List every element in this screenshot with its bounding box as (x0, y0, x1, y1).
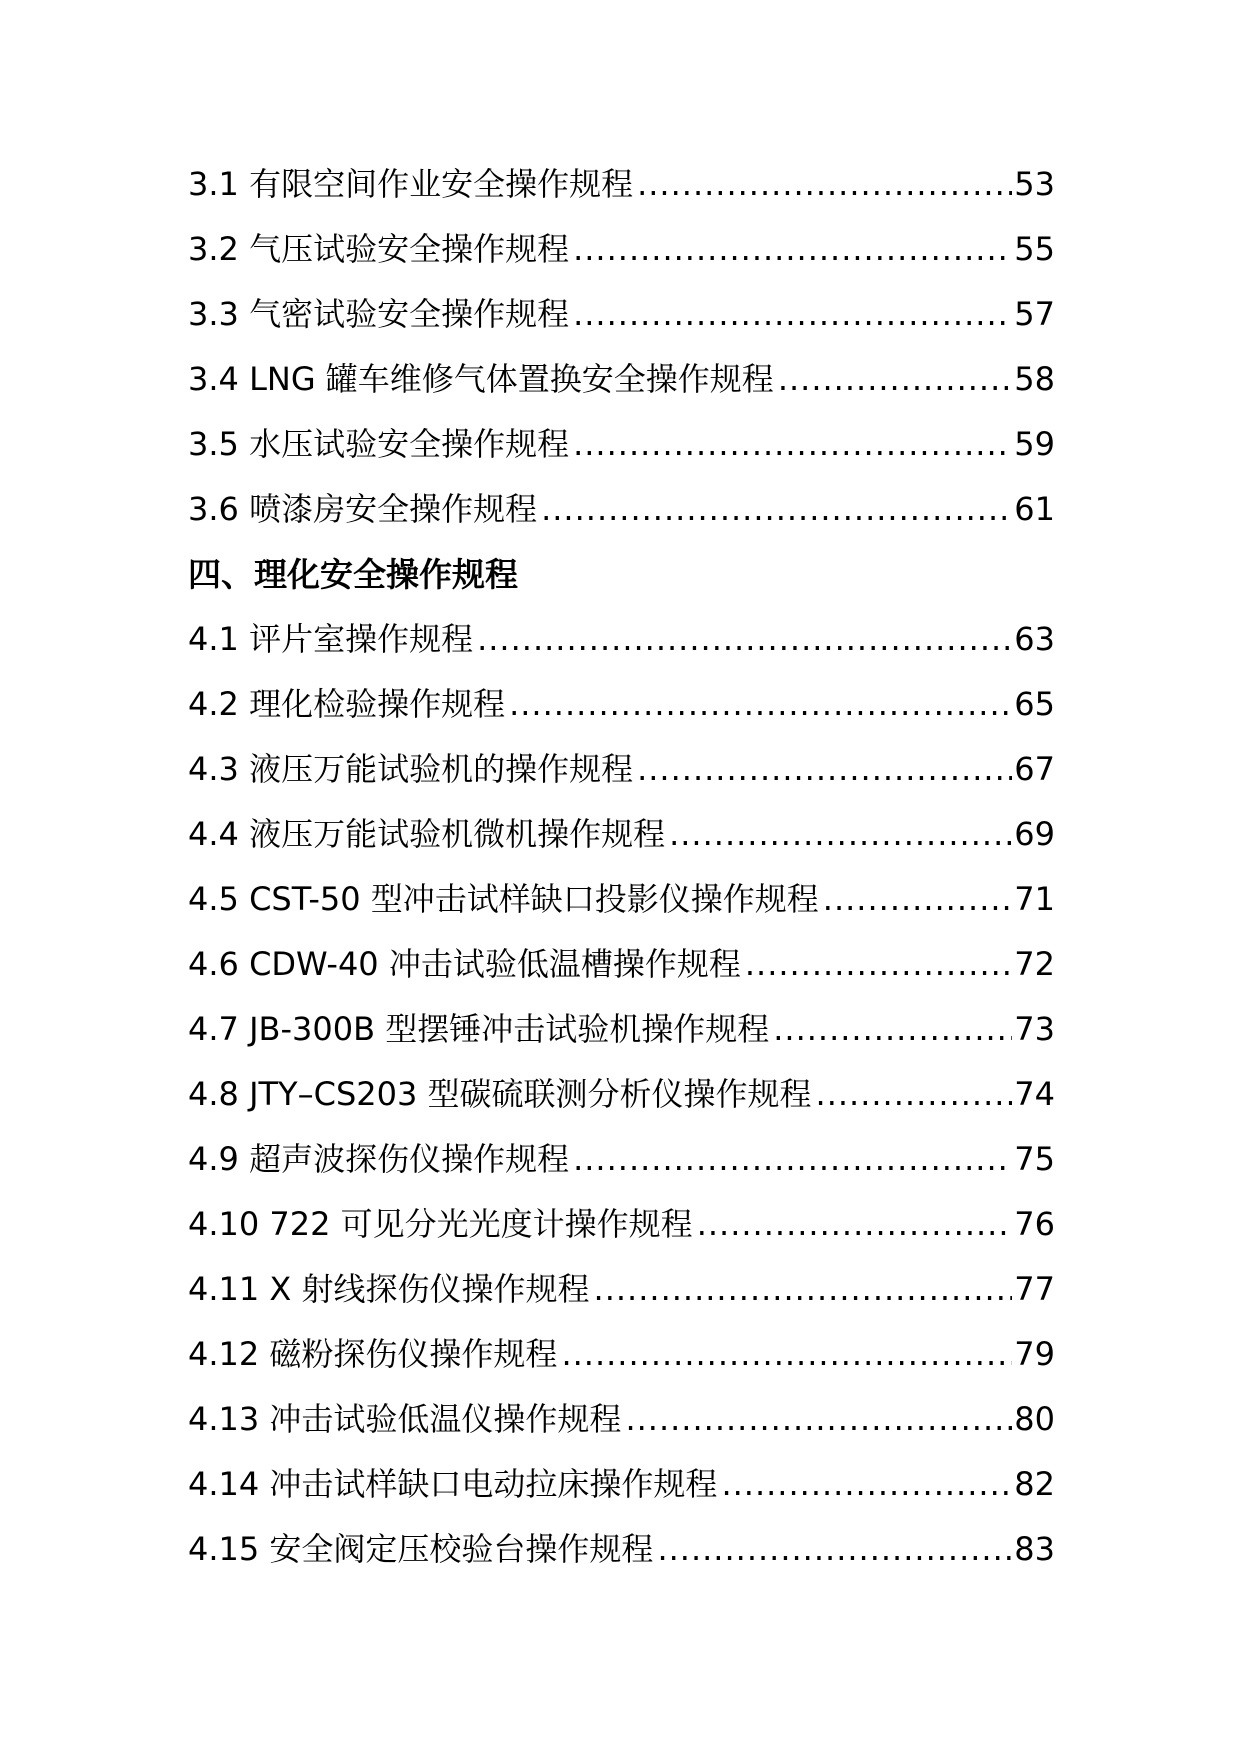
toc-entry[interactable] (188, 997, 1055, 1062)
toc-entry[interactable] (188, 932, 1055, 997)
toc-leader-dots (637, 737, 1012, 802)
toc-leader-dots (541, 477, 1012, 542)
toc-entry[interactable] (188, 1322, 1055, 1387)
toc-entry[interactable] (188, 1517, 1055, 1582)
toc-entry-page: 65 (1014, 685, 1055, 723)
toc-entry-title: 4.6 CDW-40 冲击试验低温槽操作规程 (188, 945, 741, 983)
toc-entry[interactable] (188, 1452, 1055, 1517)
toc-entry-page: 79 (1014, 1335, 1055, 1373)
toc-entry-title: 4.10 722 可见分光光度计操作规程 (188, 1205, 693, 1243)
toc-leader-dots (561, 1322, 1012, 1387)
toc-entry-page: 57 (1014, 295, 1055, 333)
toc-entry-page: 53 (1014, 165, 1055, 203)
toc-entry-page: 69 (1014, 815, 1055, 853)
table-of-contents (188, 152, 1055, 1582)
toc-leader-dots (625, 1387, 1012, 1452)
toc-leader-dots (773, 997, 1012, 1062)
toc-leader-dots (573, 282, 1012, 347)
toc-leader-dots (509, 672, 1012, 737)
toc-entry[interactable] (188, 282, 1055, 347)
toc-entry[interactable] (188, 1257, 1055, 1322)
toc-entry-page: 80 (1014, 1400, 1055, 1438)
toc-entry-title: 3.3 气密试验安全操作规程 (188, 295, 570, 333)
toc-entry-title: 4.5 CST-50 型冲击试样缺口投影仪操作规程 (188, 880, 819, 918)
toc-entry-title: 4.9 超声波探伤仪操作规程 (188, 1140, 570, 1178)
toc-entry-page: 59 (1014, 425, 1055, 463)
toc-entry[interactable] (188, 412, 1055, 477)
toc-entry[interactable] (188, 477, 1055, 542)
toc-leader-dots (573, 412, 1012, 477)
toc-entry-page: 61 (1014, 490, 1055, 528)
toc-entry-title: 4.2 理化检验操作规程 (188, 685, 506, 723)
toc-entry-page: 67 (1014, 750, 1055, 788)
toc-entry-title: 4.15 安全阀定压校验台操作规程 (188, 1530, 654, 1568)
toc-entry[interactable] (188, 1387, 1055, 1452)
toc-entry-page: 63 (1014, 620, 1055, 658)
toc-entry[interactable] (188, 802, 1055, 867)
toc-entry-page: 73 (1014, 1010, 1055, 1048)
toc-entry-title: 3.6 喷漆房安全操作规程 (188, 490, 538, 528)
toc-entry-title: 4.14 冲击试样缺口电动拉床操作规程 (188, 1465, 718, 1503)
toc-leader-dots (637, 152, 1012, 217)
toc-entry-title: 3.4 LNG 罐车维修气体置换安全操作规程 (188, 360, 774, 398)
toc-entry-page: 71 (1014, 880, 1055, 918)
toc-leader-dots (477, 607, 1012, 672)
toc-leader-dots (594, 1257, 1013, 1322)
toc-entry-title: 3.2 气压试验安全操作规程 (188, 230, 570, 268)
toc-leader-dots (745, 932, 1012, 997)
toc-entry-title: 4.3 液压万能试验机的操作规程 (188, 750, 634, 788)
toc-leader-dots (721, 1452, 1012, 1517)
toc-entry[interactable] (188, 672, 1055, 737)
toc-entry-title: 4.12 磁粉探伤仪操作规程 (188, 1335, 558, 1373)
toc-entry-title: 4.11 X 射线探伤仪操作规程 (188, 1270, 590, 1308)
toc-entry-page: 83 (1014, 1530, 1055, 1568)
toc-leader-dots (669, 802, 1012, 867)
toc-entry-page: 55 (1014, 230, 1055, 268)
toc-entry-page: 76 (1014, 1205, 1055, 1243)
toc-entry[interactable] (188, 347, 1055, 412)
toc-leader-dots (697, 1192, 1013, 1257)
toc-leader-dots (657, 1517, 1012, 1582)
toc-entry-title: 4.13 冲击试验低温仪操作规程 (188, 1400, 622, 1438)
toc-entry-page: 58 (1014, 360, 1055, 398)
toc-entry-title: 3.5 水压试验安全操作规程 (188, 425, 570, 463)
toc-entry[interactable] (188, 1192, 1055, 1257)
toc-entry-page: 72 (1014, 945, 1055, 983)
toc-entry-title: 4.1 评片室操作规程 (188, 620, 474, 658)
toc-entry-page: 74 (1014, 1075, 1055, 1113)
toc-entry[interactable] (188, 867, 1055, 932)
toc-entry[interactable] (188, 152, 1055, 217)
toc-leader-dots (778, 347, 1012, 412)
toc-leader-dots (573, 217, 1012, 282)
toc-entry-title: 3.1 有限空间作业安全操作规程 (188, 165, 634, 203)
toc-entry-title: 4.8 JTY–CS203 型碳硫联测分析仪操作规程 (188, 1075, 812, 1113)
toc-entry-page: 77 (1014, 1270, 1055, 1308)
toc-entry[interactable] (188, 1127, 1055, 1192)
toc-entry-page: 82 (1014, 1465, 1055, 1503)
toc-entry[interactable] (188, 217, 1055, 282)
toc-leader-dots (816, 1062, 1013, 1127)
toc-entry-title: 4.7 JB-300B 型摆锤冲击试验机操作规程 (188, 1010, 770, 1048)
toc-entry[interactable] (188, 607, 1055, 672)
toc-entry[interactable] (188, 1062, 1055, 1127)
toc-entry[interactable] (188, 737, 1055, 802)
toc-entry-title: 4.4 液压万能试验机微机操作规程 (188, 815, 666, 853)
toc-entry-page: 75 (1014, 1140, 1055, 1178)
toc-leader-dots (573, 1127, 1012, 1192)
section-heading: 四、理化安全操作规程 (188, 555, 518, 594)
toc-leader-dots (823, 867, 1013, 932)
